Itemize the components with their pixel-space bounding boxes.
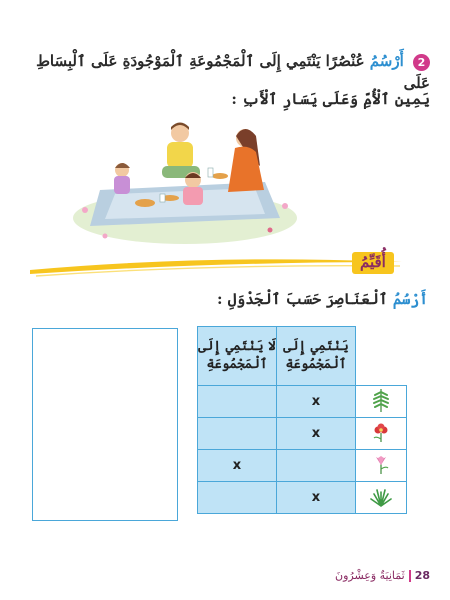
table-row	[198, 482, 407, 514]
pink-flower-icon	[370, 453, 392, 475]
cell-belongs[interactable]: x	[277, 482, 356, 514]
drawing-answer-box[interactable]	[32, 328, 178, 521]
red-flower-icon	[370, 421, 392, 443]
header-item-blank	[356, 327, 407, 386]
classification-table	[197, 326, 407, 514]
footer-separator	[409, 570, 411, 582]
evaluate-instruction	[217, 290, 428, 308]
header-not-belongs: لَا يَنْتَمِي إِلَى ٱلْمَجْمُوعَةِ	[198, 327, 277, 386]
cell-belongs[interactable]: x	[277, 386, 356, 418]
cell-not-belongs[interactable]	[198, 418, 277, 450]
instruction-verb: أَرْسُمُ	[392, 290, 428, 308]
table-row	[198, 386, 407, 418]
exercise-text-2: يَمِينِ ٱلْأُمِّ وَعَلَى يَسَارِ ٱلْأَبِ :	[231, 90, 430, 108]
table-row	[198, 450, 407, 482]
cell-not-belongs[interactable]: x	[198, 450, 277, 482]
exercise-verb: أَرْسُمُ	[369, 52, 404, 70]
fern-leaf-icon	[371, 387, 391, 413]
header-belongs: يَنْتَمِي إِلَى ٱلْمَجْمُوعَةِ	[277, 327, 356, 386]
exercise-line-2	[24, 88, 430, 110]
item-cell	[356, 450, 407, 482]
cell-belongs[interactable]: x	[277, 418, 356, 450]
table-header-row	[198, 327, 407, 386]
cell-belongs[interactable]	[277, 450, 356, 482]
page-number: 28	[414, 569, 430, 582]
picnic-family-illustration	[70, 118, 300, 248]
item-cell	[356, 418, 407, 450]
item-cell	[356, 482, 407, 514]
instruction-text: ٱلْعَنَاصِرَ حَسَبَ ٱلْجَدْوَلِ :	[216, 290, 388, 308]
cell-not-belongs[interactable]	[198, 482, 277, 514]
exercise-number-badge: 2	[413, 54, 430, 71]
item-cell	[356, 386, 407, 418]
table-row	[198, 418, 407, 450]
cell-not-belongs[interactable]	[198, 386, 277, 418]
page-number-words: ثَمَانِيَةٌ وَعِشْرُونَ	[334, 569, 405, 582]
evaluate-section-title: أُقَيِّمُ	[352, 252, 394, 274]
exercise-text-1: عُنْصُرًا يَنْتَمِي إِلَى ٱلْمَجْمُوعَةِ ٱلْمَوْجُودَةِ عَلَى ٱلْبِسَاطِ عَلَى	[36, 52, 430, 92]
page-footer	[335, 569, 430, 582]
grass-tuft-icon	[368, 484, 394, 508]
